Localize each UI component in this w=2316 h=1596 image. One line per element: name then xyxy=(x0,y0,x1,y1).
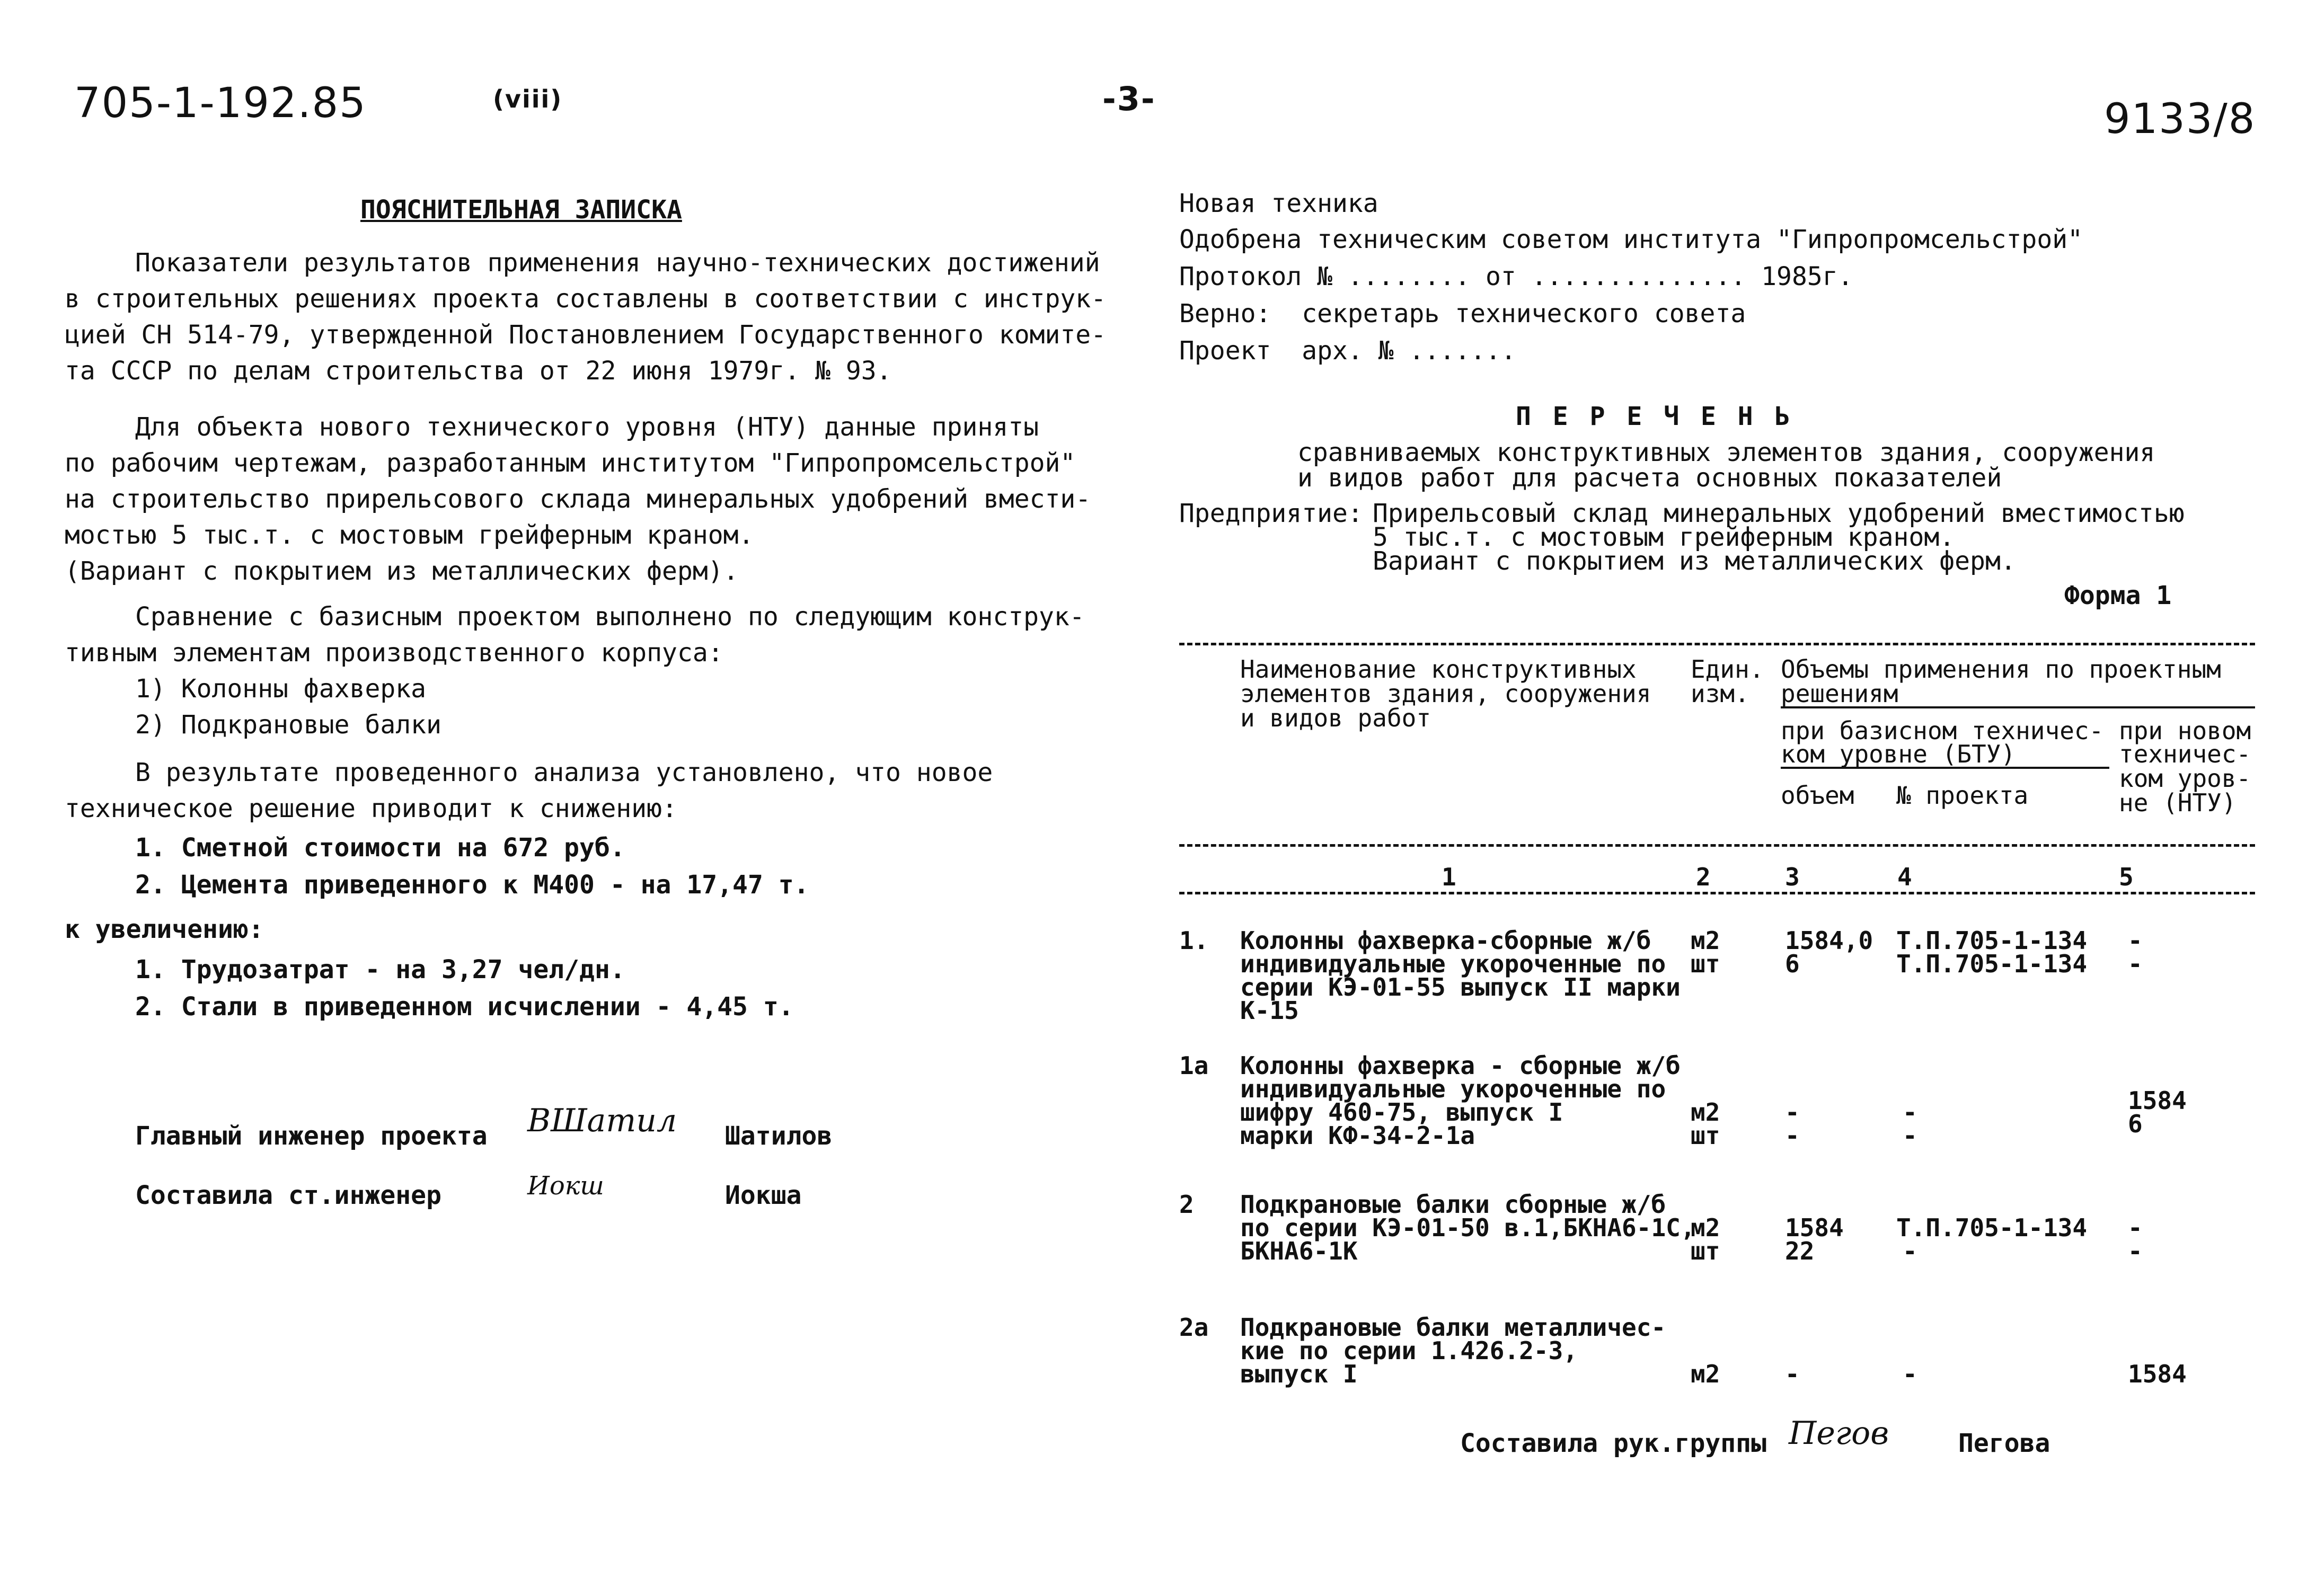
row-btu-project: Т.П.705-1-134 xyxy=(1896,1213,2088,1242)
header-btu-project: № проекта xyxy=(1896,781,2029,810)
row-name-line: К-15 xyxy=(1240,996,1299,1025)
text-line: Верно: секретарь технического совета xyxy=(1179,299,1746,329)
header-ntu-line: при новом xyxy=(2119,716,2251,745)
row-ntu: 1584 xyxy=(2128,1360,2187,1388)
row-ntu: 6 xyxy=(2128,1110,2143,1138)
header-name-line: элементов здания, сооружения xyxy=(1240,679,1651,708)
row-btu-volume: 6 xyxy=(1785,950,1800,978)
form-label: Форма 1 xyxy=(2064,581,2172,610)
row-ntu: - xyxy=(2128,1213,2143,1242)
row-btu-project: - xyxy=(1903,1098,1917,1127)
list-item: 2. Стали в приведенном исчислении - 4,45 т. xyxy=(135,992,794,1022)
text-line: мостью 5 тыс.т. с мостовым грейферным краном. xyxy=(65,520,754,550)
column-number: 5 xyxy=(2119,863,2134,891)
header-ntu-line: техничес- xyxy=(2119,740,2251,768)
increase-label: к увеличению: xyxy=(65,915,264,944)
row-ntu: - xyxy=(2128,950,2143,978)
header-rule xyxy=(1781,767,2109,769)
text-line: Сравнение с базисным проектом выполнено по следующим конструк- xyxy=(135,602,1085,632)
enterprise-line: 5 тыс.т. с мостовым грейферным краном. xyxy=(1373,522,1955,552)
row-btu-project: Т.П.705-1-134 xyxy=(1896,926,2088,955)
table-rule xyxy=(1179,892,2255,894)
row-btu-volume: - xyxy=(1785,1098,1800,1127)
text-line: Новая техника xyxy=(1179,189,1378,218)
list-subtitle-line: и видов работ для расчета основных показателей xyxy=(1297,463,2002,493)
document-number: 705-1-192.85 xyxy=(74,79,367,127)
text-line: техническое решение приводит к снижению: xyxy=(65,794,677,823)
enterprise-line: Прирельсовый склад минеральных удобрений вместимостью xyxy=(1373,499,2185,528)
row-unit: шт xyxy=(1691,1121,1720,1150)
handwritten-mark: (viii) xyxy=(493,85,563,113)
list-title: П Е Р Е Ч Е Н Ь xyxy=(1516,402,1793,431)
row-name-line: индивидуальные укороченные по xyxy=(1240,1075,1666,1103)
text-line: (Вариант с покрытием из металлических ферм). xyxy=(65,556,739,586)
row-unit: м2 xyxy=(1691,1360,1720,1388)
row-number: 2а xyxy=(1179,1313,1209,1342)
row-unit: м2 xyxy=(1691,1213,1720,1242)
row-unit: м2 xyxy=(1691,1098,1720,1127)
text-line: та СССР по делам строительства от 22 июня 1979г. № 93. xyxy=(65,356,892,386)
row-unit: шт xyxy=(1691,950,1720,978)
list-item: 2. Цемента приведенного к М400 - на 17,47 т. xyxy=(135,870,809,900)
row-number: 2 xyxy=(1179,1190,1194,1219)
text-line: тивным элементам производственного корпуса: xyxy=(65,638,723,668)
list-item: 1) Колонны фахверка xyxy=(135,674,427,704)
row-btu-volume: 22 xyxy=(1785,1237,1815,1265)
text-line: в строительных решениях проекта составлены в соответствии с инструк- xyxy=(65,284,1107,314)
header-volumes-line: Объемы применения по проектным xyxy=(1781,655,2221,684)
header-unit-line: Един. xyxy=(1691,655,1764,684)
row-name-line: марки КФ-34-2-1а xyxy=(1240,1121,1475,1150)
row-name-line: шифру 460-75, выпуск I xyxy=(1240,1098,1563,1127)
text-line: по рабочим чертежам, разработанным институтом "Гипропромсельстрой" xyxy=(65,448,1076,478)
text-line: Одобрена техническим советом института "Гипропромсельстрой" xyxy=(1179,225,2083,254)
signature-image: Иокш xyxy=(527,1171,604,1201)
row-btu-volume: 1584 xyxy=(1785,1213,1844,1242)
row-btu-volume: - xyxy=(1785,1360,1800,1388)
row-number: 1а xyxy=(1179,1051,1209,1080)
row-ntu: 1584 xyxy=(2128,1086,2187,1115)
header-volumes-line: решениям xyxy=(1781,679,1898,708)
row-ntu: - xyxy=(2128,1237,2143,1265)
row-number: 1. xyxy=(1179,926,1209,955)
signature-role: Главный инженер проекта xyxy=(135,1121,488,1151)
header-unit-line: изм. xyxy=(1691,679,1749,708)
row-name-line: выпуск I xyxy=(1240,1360,1358,1388)
row-name-line: серии КЭ-01-55 выпуск II марки xyxy=(1240,973,1681,1001)
row-name-line: Подкрановые балки сборные ж/б xyxy=(1240,1190,1666,1219)
header-btu-volume: объем xyxy=(1781,781,1854,810)
row-name-line: индивидуальные укороченные по xyxy=(1240,950,1666,978)
row-btu-volume: 1584,0 xyxy=(1785,926,1873,955)
explanatory-note-title: ПОЯСНИТЕЛЬНАЯ ЗАПИСКА xyxy=(360,195,682,225)
text-line: В результате проведенного анализа установлено, что новое xyxy=(135,758,993,787)
row-name-line: по серии КЭ-01-50 в.1,БКНА6-1С, xyxy=(1240,1213,1695,1242)
column-number: 2 xyxy=(1696,863,1711,891)
row-name-line: Колонны фахверка-сборные ж/б xyxy=(1240,926,1651,955)
list-item: 1. Сметной стоимости на 672 руб. xyxy=(135,833,625,863)
column-number: 1 xyxy=(1442,863,1456,891)
row-name-line: Подкрановые балки металличес- xyxy=(1240,1313,1666,1342)
row-unit: м2 xyxy=(1691,926,1720,955)
signature-name: Иокша xyxy=(725,1181,802,1210)
table-rule xyxy=(1179,844,2255,847)
row-name-line: кие по серии 1.426.2-3, xyxy=(1240,1336,1578,1365)
signature-role: Составила рук.группы xyxy=(1460,1429,1766,1458)
row-btu-project: Т.П.705-1-134 xyxy=(1896,950,2088,978)
text-line: цией СН 514-79, утвержденной Постановлением Государственного комите- xyxy=(65,320,1107,350)
row-btu-volume: - xyxy=(1785,1121,1800,1150)
row-btu-project: - xyxy=(1903,1360,1917,1388)
header-btu-line: ком уровне (БТУ) xyxy=(1781,740,2016,768)
archive-number: 9133/8 xyxy=(2104,95,2256,143)
row-unit: шт xyxy=(1691,1237,1720,1265)
page-number: -3- xyxy=(1102,79,1156,118)
list-item: 1. Трудозатрат - на 3,27 чел/дн. xyxy=(135,955,625,985)
text-line: на строительство прирельсового склада минеральных удобрений вмести- xyxy=(65,484,1091,514)
column-number: 3 xyxy=(1785,863,1800,891)
header-ntu-line: не (НТУ) xyxy=(2119,788,2237,817)
text-line: Показатели результатов применения научно-технических достижений xyxy=(135,248,1100,278)
enterprise-label: Предприятие: xyxy=(1179,499,1363,528)
signature-name: Шатилов xyxy=(725,1121,833,1151)
header-name-line: и видов работ xyxy=(1240,704,1431,732)
row-btu-project: - xyxy=(1903,1237,1917,1265)
text-line: Протокол № ........ от .............. 1985г. xyxy=(1179,262,1853,291)
row-name-line: Колонны фахверка - сборные ж/б xyxy=(1240,1051,1681,1080)
header-name-line: Наименование конструктивных xyxy=(1240,655,1637,684)
table-rule xyxy=(1179,643,2255,645)
signature-name: Пегова xyxy=(1958,1429,2050,1458)
signature-image: ВШатил xyxy=(527,1102,677,1139)
row-ntu: - xyxy=(2128,926,2143,955)
list-item: 2) Подкрановые балки xyxy=(135,710,441,740)
header-btu-line: при базисном техничес- xyxy=(1781,716,2104,745)
row-name-line: БКНА6-1К xyxy=(1240,1237,1358,1265)
list-subtitle-line: сравниваемых конструктивных элементов здания, сооружения xyxy=(1297,438,2155,467)
signature-role: Составила ст.инженер xyxy=(135,1181,441,1210)
signature-image: Пегов xyxy=(1789,1415,1889,1452)
text-line: Для объекта нового технического уровня (НТУ) данные приняты xyxy=(135,412,1039,442)
column-number: 4 xyxy=(1897,863,1912,891)
header-rule xyxy=(1781,706,2255,708)
header-ntu-line: ком уров- xyxy=(2119,764,2251,793)
row-btu-project: - xyxy=(1903,1121,1917,1150)
text-line: Проект арх. № ....... xyxy=(1179,336,1516,366)
enterprise-line: Вариант с покрытием из металлических ферм. xyxy=(1373,546,2016,576)
